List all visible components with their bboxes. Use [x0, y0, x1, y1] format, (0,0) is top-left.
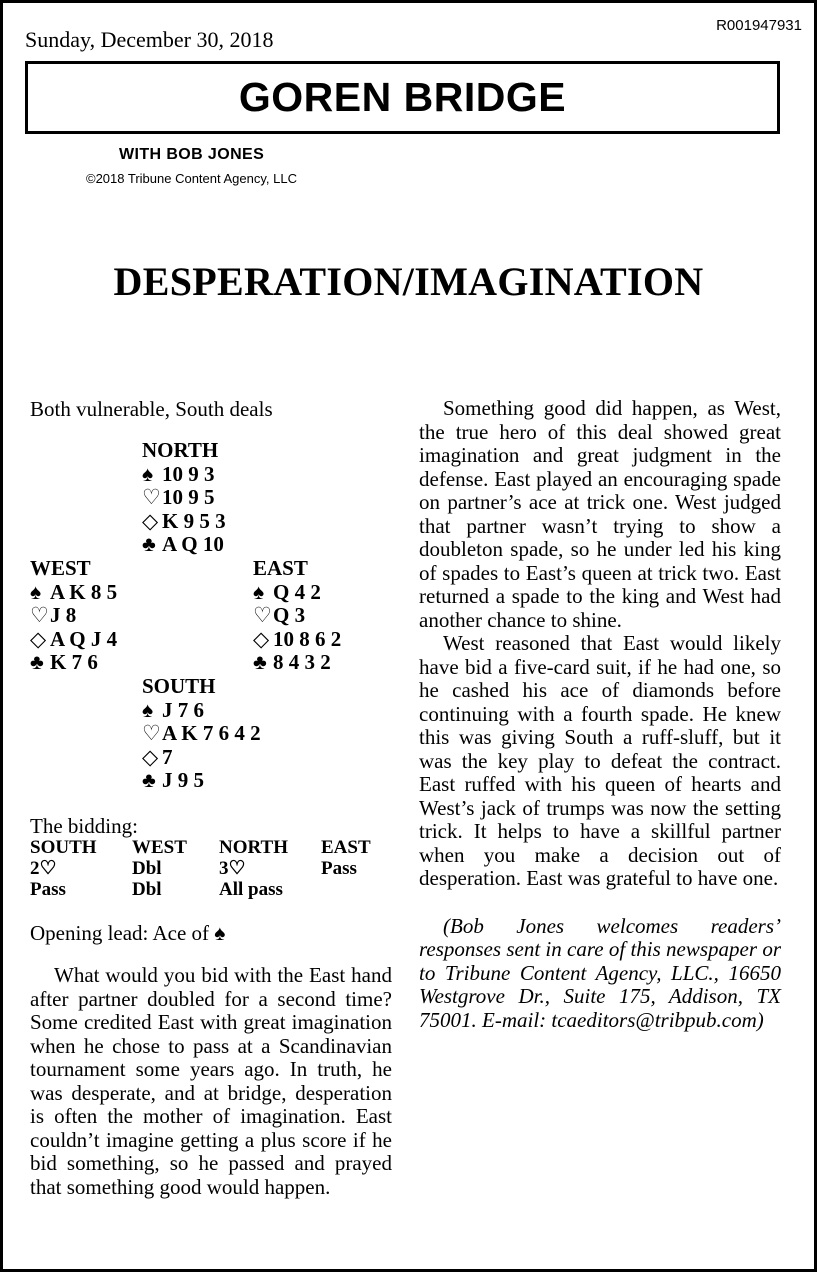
- club-icon: ♣: [253, 650, 267, 675]
- deal-diagram: [30, 439, 392, 794]
- bidding-row: [30, 858, 392, 879]
- hand-south: [142, 675, 261, 793]
- hand-east-label: EAST: [253, 556, 308, 580]
- diamond-icon: ◇: [30, 626, 47, 651]
- bidding-row: [30, 879, 392, 900]
- byline: WITH BOB JONES: [119, 146, 265, 163]
- hand-north-clubs: ♣ A Q 10: [142, 532, 224, 557]
- spade-icon: ♠: [142, 697, 154, 722]
- vulnerability-line: Both vulnerable, South deals: [30, 397, 273, 421]
- bid-cell: Dbl: [132, 858, 162, 879]
- bidding-header: EAST: [321, 837, 371, 858]
- hand-west: [30, 557, 117, 675]
- body-paragraph-3: West reasoned that East would likely have bid a five-card suit, if he had one, so he cashed his ace of diamonds before continuing with a fourth spade. He knew this was giving South a ruff-sluff, but it was the key play to defeat the contract. East ruffed with his queen of hearts and West’s jack of trumps was now the setting trick. It helps to have a skillful partner when you make a decision out of desperation. East was grateful to have one.: [419, 631, 781, 890]
- hand-west-label: WEST: [30, 556, 91, 580]
- headline: DESPERATION/IMAGINATION: [113, 259, 704, 304]
- hand-east-spades: ♠ Q 4 2: [253, 579, 321, 604]
- title-box: [25, 61, 780, 134]
- diamond-icon: ◇: [142, 508, 159, 533]
- hand-north-label: NORTH: [142, 438, 219, 462]
- hand-south-label: SOUTH: [142, 674, 216, 698]
- hand-east-diamonds: ◇ 10 8 6 2: [253, 626, 342, 651]
- bid-cell: All pass: [219, 879, 283, 900]
- hand-east-hearts: ♡Q 3: [253, 603, 306, 628]
- bid-cell: 3♡: [219, 858, 246, 879]
- bidding-table: [30, 837, 392, 900]
- bid-cell: Pass: [321, 858, 357, 879]
- spade-icon: ♠: [30, 579, 42, 604]
- hand-south-clubs: ♣ J 9 5: [142, 768, 204, 793]
- bid-cell: 2♡: [30, 858, 57, 879]
- body-text-left: [30, 964, 392, 1199]
- body-text-right: [419, 397, 781, 1032]
- body-paragraph-2: Something good did happen, as West, the true hero of this deal showed great imagination and great judgment in the defense. East played an encouraging spade on partner’s ace at trick one. West judged that partner wasn’t trying to show a doubleton spade, so he under led his king of spades to East’s queen at trick two. East returned a spade to the king and West had another chance to shine.: [419, 396, 781, 632]
- diamond-icon: ◇: [253, 626, 270, 651]
- diamond-icon: ◇: [142, 744, 159, 769]
- club-icon: ♣: [142, 532, 156, 557]
- hand-north: [142, 439, 226, 557]
- club-icon: ♣: [142, 768, 156, 793]
- opening-lead: Opening lead: Ace of ♠: [30, 921, 226, 945]
- bidding-header-row: [30, 837, 392, 858]
- bidding-label: The bidding:: [30, 814, 138, 838]
- spade-icon: ♠: [253, 579, 265, 604]
- hand-east-clubs: ♣ 8 4 3 2: [253, 650, 331, 675]
- body-paragraph-1: What would you bid with the East hand after partner doubled for a second time? Some credited East with great imagination when he chose to pass at a Scandinavian tournament some years ago. In truth, he was desperate, and at bridge, desperation is often the mother of imagination. East couldn’t imagine getting a plus score if he bid something, so he passed and prayed that something good would happen.: [30, 963, 392, 1199]
- hand-north-hearts: ♡10 9 5: [142, 485, 215, 510]
- hand-south-spades: ♠ J 7 6: [142, 697, 204, 722]
- hand-east: [253, 557, 341, 675]
- hand-north-spades: ♠ 10 9 3: [142, 461, 215, 486]
- heart-icon: ♡: [142, 485, 161, 510]
- publication-date: Sunday, December 30, 2018: [25, 27, 274, 52]
- bidding-header: WEST: [132, 837, 187, 858]
- column-title: GOREN BRIDGE: [238, 74, 567, 120]
- document-id: R001947931: [716, 17, 802, 34]
- bidding-header: NORTH: [219, 837, 289, 858]
- heart-icon: ♡: [253, 603, 272, 628]
- heart-icon: ♡: [142, 721, 161, 746]
- heart-icon: ♡: [30, 603, 49, 628]
- closing-note: (Bob Jones welcomes readers’ responses sent in care of this newspaper or to Tribune Content Agency, LLC., 16650 Westgrove Dr., Suite 175, Addison, TX 75001. E-mail: tcaeditors@tribpub.com): [419, 913, 781, 1032]
- bidding-header: SOUTH: [30, 837, 97, 858]
- club-icon: ♣: [30, 650, 44, 675]
- hand-west-clubs: ♣ K 7 6: [30, 650, 98, 675]
- hand-south-hearts: ♡A K 7 6 4 2: [142, 721, 261, 746]
- bid-cell: Pass: [30, 879, 66, 900]
- hand-west-hearts: ♡J 8: [30, 603, 77, 628]
- bid-cell: Dbl: [132, 879, 162, 900]
- hand-west-spades: ♠ A K 8 5: [30, 579, 118, 604]
- hand-north-diamonds: ◇ K 9 5 3: [142, 508, 226, 533]
- hand-south-diamonds: ◇ 7: [142, 744, 173, 769]
- hand-west-diamonds: ◇ A Q J 4: [30, 626, 118, 651]
- copyright: ©2018 Tribune Content Agency, LLC: [86, 171, 297, 186]
- spade-icon: ♠: [142, 461, 154, 486]
